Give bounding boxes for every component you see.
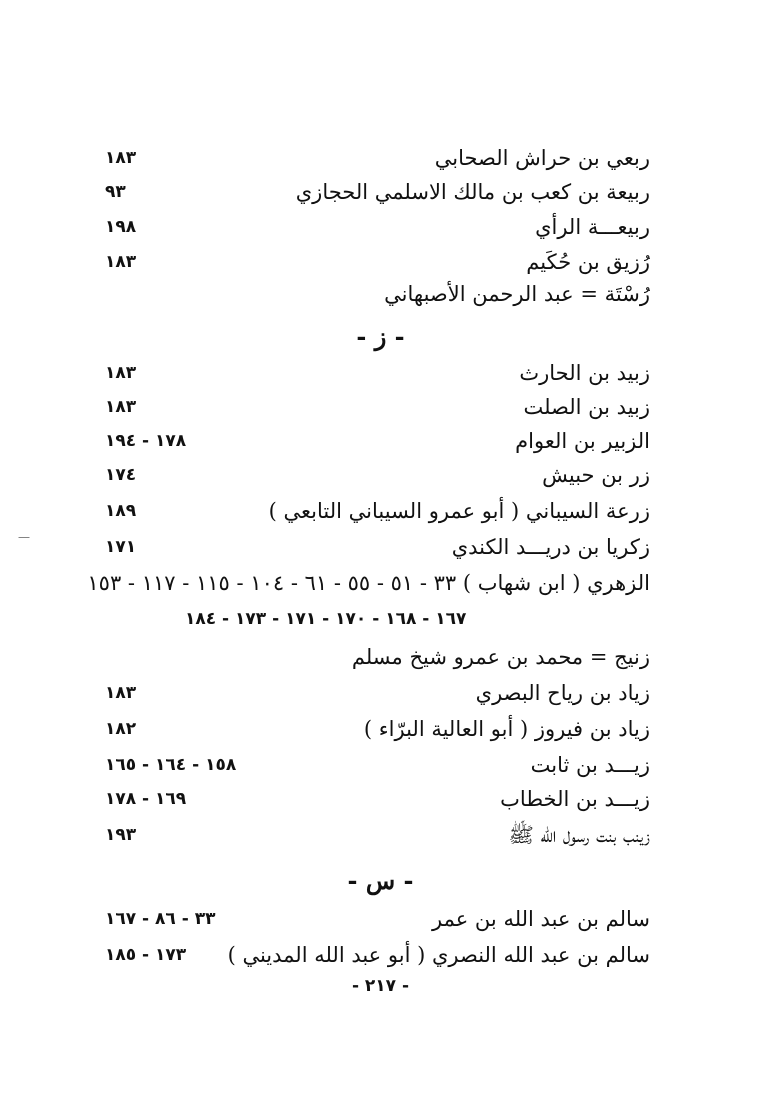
entry-pages: ١٧٤	[105, 465, 137, 485]
index-entry	[105, 938, 650, 972]
entry-pages: ١٥٨ - ١٦٤ - ١٦٥	[105, 755, 237, 775]
entry-pages: ١٩٣	[105, 825, 137, 845]
entry-pages: ١٧٨ - ١٩٤	[105, 431, 187, 451]
entry-pages: ١٨٣	[105, 397, 137, 417]
entry-name: زر بن حبيش	[542, 463, 650, 487]
entry-name: زرعة السيباني ( أبو عمرو السيباني التابعي )	[268, 499, 650, 523]
entry-pages: ١٨٣	[105, 252, 137, 272]
entry-pages: ١٨٩	[105, 501, 137, 521]
entry-name: ربعي بن حراش الصحابي	[434, 146, 650, 170]
index-entry	[105, 818, 650, 852]
index-entry	[105, 640, 650, 674]
section-heading-zay: - ز -	[356, 322, 405, 351]
index-entry	[105, 210, 650, 244]
index-entry	[105, 676, 650, 710]
entry-pages: ١٨٣	[105, 683, 137, 703]
entry-name: ربيعـــة الرأي	[535, 215, 650, 239]
index-entry	[105, 175, 650, 209]
page-number: - ٢١٧ -	[351, 976, 410, 996]
entry-name: رُزيق بن حُكَيم	[526, 250, 650, 274]
margin-mark: —	[18, 530, 30, 544]
entry-name: ربيعة بن كعب بن مالك الاسلمي الحجازي	[295, 180, 650, 204]
entry-name: الزهري ( ابن شهاب ) ٣٣ - ٥١ - ٥٥ - ٦١ - ١٠٤ - ١١٥ - ١١٧ - ١٥٣	[87, 571, 650, 595]
entry-pages: ١٦٩ - ١٧٨	[105, 789, 187, 809]
index-entry	[105, 356, 650, 390]
entry-pages: ١٨٢	[105, 719, 137, 739]
entry-name: سالم بن عبد الله النصري ( أبو عبد الله المديني )	[227, 943, 650, 967]
index-entry	[105, 782, 650, 816]
entry-name: زيـــد بن ثابت	[530, 753, 650, 777]
entry-pages: ١٩٨	[105, 217, 137, 237]
entry-pages: ١٧١	[105, 537, 137, 557]
entry-name: زنيج = محمد بن عمرو شيخ مسلم	[351, 645, 650, 669]
index-entry	[87, 566, 650, 600]
index-entry	[105, 390, 650, 424]
entry-name: رُسْتَة = عبد الرحمن الأصبهاني	[384, 282, 650, 306]
index-entry	[105, 530, 650, 564]
entry-name: زبيد بن الصلت	[523, 395, 650, 419]
zuhri-pages-continuation: ١٦٧ - ١٦٨ - ١٧٠ - ١٧١ - ١٧٣ - ١٨٤	[185, 609, 467, 629]
index-entry	[105, 902, 650, 936]
entry-name: زينب بنت رسول الله ﷺ	[508, 823, 650, 847]
index-entry	[105, 141, 650, 175]
index-entry	[105, 277, 650, 311]
entry-name: زبيد بن الحارث	[519, 361, 650, 385]
index-entry	[105, 424, 650, 458]
entry-name: زكريا بن دريـــد الكندي	[451, 535, 650, 559]
entry-name: الزبير بن العوام	[515, 429, 650, 453]
entry-name: سالم بن عبد الله بن عمر	[432, 907, 650, 931]
entry-name: زياد بن رياح البصري	[475, 681, 650, 705]
entry-pages: ١٨٣	[105, 148, 137, 168]
index-entry	[105, 712, 650, 746]
index-entry	[105, 245, 650, 279]
entry-pages: ١٧٣ - ١٨٥	[105, 945, 187, 965]
index-entry	[105, 458, 650, 492]
entry-pages: ٩٣	[105, 182, 126, 202]
index-entry	[105, 494, 650, 528]
entry-name: زياد بن فيروز ( أبو العالية البرّاء )	[363, 717, 650, 741]
entry-pages: ١٨٣	[105, 363, 137, 383]
entry-pages: ٣٣ - ٨٦ - ١٦٧	[105, 909, 216, 929]
entry-name: زيـــد بن الخطاب	[500, 787, 650, 811]
section-heading-seen: - س -	[347, 866, 414, 895]
index-entry	[105, 748, 650, 782]
